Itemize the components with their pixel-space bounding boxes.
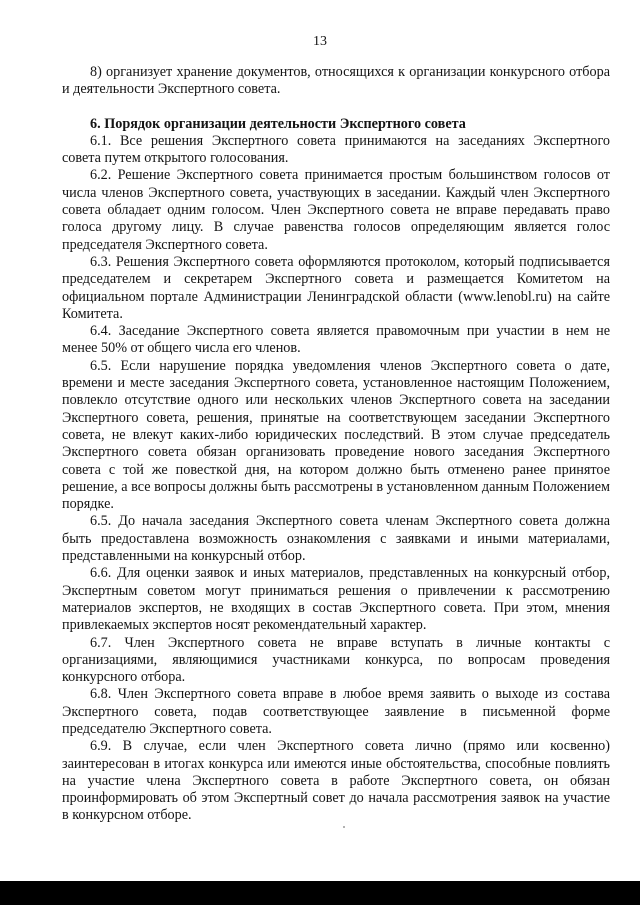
- paragraph-6-3: 6.3. Решения Экспертного совета оформляются протоколом, который подписывается председателем и секретарем Экспертного совета и размещается Комитетом на официальном портале Администрации Ленинградской области (www.lenobl.ru) на сайте Комитета.: [62, 253, 610, 322]
- paragraph-6-4: 6.4. Заседание Экспертного совета является правомочным при участии в нем не менее 50% от общего числа его членов.: [62, 323, 610, 357]
- document-body: [62, 64, 610, 825]
- page-number: 13: [313, 34, 327, 49]
- paragraph-6-6: 6.6. Для оценки заявок и иных материалов, представленных на конкурсный отбор, Экспертным советом могут приниматься решения о привлечении к рассмотрению материалов экспертов, не входящих в состав Экспертного совета. При этом, мнения привлекаемых экспертов носят рекомендательный характер.: [62, 565, 610, 634]
- paragraph-6-5-b: 6.5. До начала заседания Экспертного совета членам Экспертного совета должна быть предоставлена возможность ознакомления с заявками и иными материалами, представленными на конкурсный отбор.: [62, 513, 610, 565]
- scan-bottom-band: [0, 881, 640, 905]
- section-heading: 6. Порядок организации деятельности Экспертного совета: [90, 115, 466, 132]
- paragraph-6-1: 6.1. Все решения Экспертного совета принимаются на заседаниях Экспертного совета путем открытого голосования.: [62, 132, 610, 167]
- scan-speck: [343, 826, 345, 828]
- list-item-8: 8) организует хранение документов, относящихся к организации конкурсного отбора и деятельности Экспертного совета.: [62, 64, 610, 98]
- paragraph-6-8: 6.8. Член Экспертного совета вправе в любое время заявить о выходе из состава Экспертного совета, подав соответствующее заявление в письменной форме председателю Экспертного совета.: [62, 686, 610, 737]
- paragraph-6-5-a: 6.5. Если нарушение порядка уведомления членов Экспертного совета о дате, времени и месте заседания Экспертного совета, установленное настоящим Положением, повлекло отсутствие одного или нескольких членов Экспертного совета на заседании Экспертного совета, решения, принятые на соответствующем заседании Экспертного совета, не влекут каких-либо юридических последствий. В этом случае председатель Экспертного совета обязан организовать проведение нового заседания Экспертного совета с той же повесткой дня, на котором должно быть отменено ранее принятое решение, а все вопросы должны быть рассмотрены в установленном данным Положением порядке.: [62, 357, 610, 513]
- paragraph-6-7: 6.7. Член Экспертного совета не вправе вступать в личные контакты с организациями, являющимися участниками конкурса, по вопросам проведения конкурсного отбора.: [62, 634, 610, 686]
- paragraph-6-9: 6.9. В случае, если член Экспертного совета лично (прямо или косвенно) заинтересован в итогах конкурса или имеются иные обстоятельства, способные повлиять на участие члена Экспертного совета в работе Экспертного совета, он обязан проинформировать об этом Экспертный совет до начала рассмотрения заявок на участие в конкурсном отборе.: [62, 738, 610, 824]
- paragraph-6-2: 6.2. Решение Экспертного совета принимается простым большинством голосов от числа членов Экспертного совета, участвующих в заседании. Каждый член Экспертного совета обладает одним голосом. Член Экспертного совета не вправе передавать право голоса другому лицу. В случае равенства голосов определяющим является голос председателя Экспертного совета.: [62, 167, 610, 253]
